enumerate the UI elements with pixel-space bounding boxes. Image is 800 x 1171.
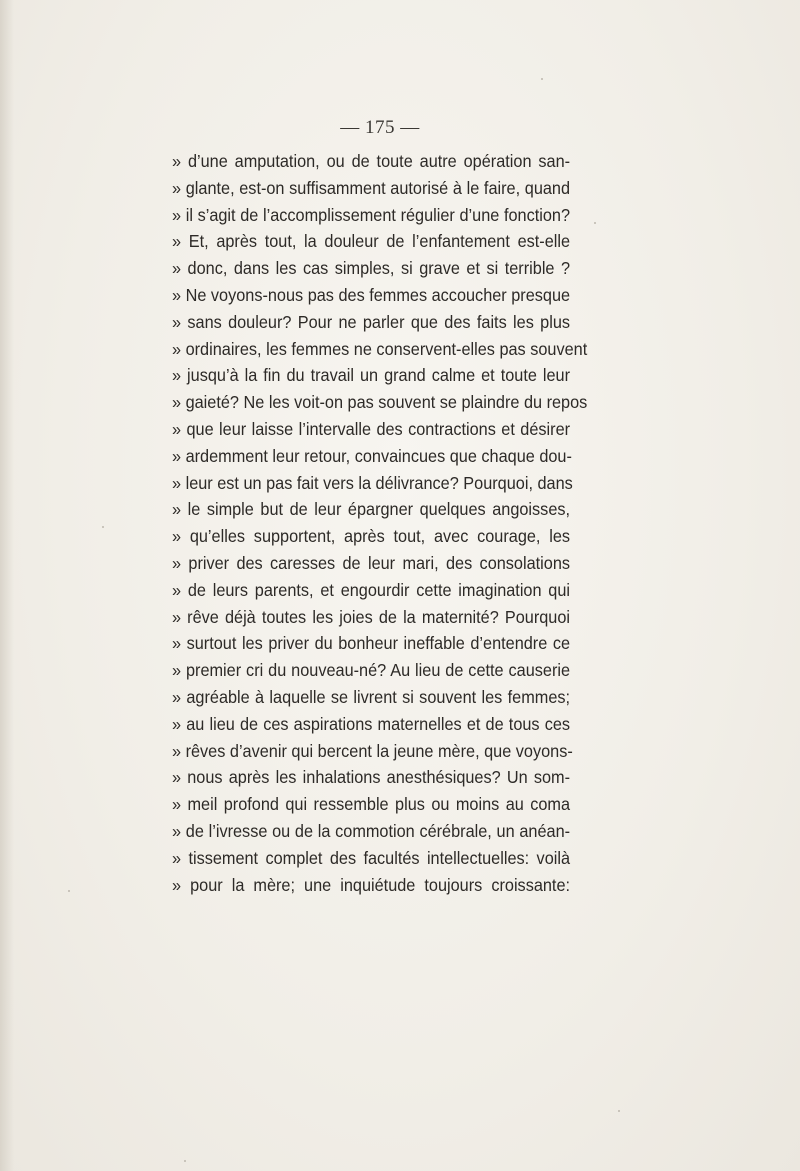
body-text — [172, 148, 588, 898]
text-line: » que leur laisse l’intervalle des contractions et désirer — [172, 418, 571, 439]
text-line: » de leurs parents, et engourdir cette imagination qui — [172, 579, 571, 600]
text-line: » nous après les inhalations anesthésiques? Un som- — [172, 767, 571, 788]
text-line: » de l’ivresse ou de la commotion cérébrale, un anéan- — [172, 820, 571, 841]
text-line: » tissement complet des facultés intellectuelles: voilà — [172, 847, 571, 868]
paper-speck — [618, 1110, 620, 1112]
paper-speck — [184, 1160, 186, 1162]
text-line: » gaieté? Ne les voit-on pas souvent se plaindre du repos — [172, 392, 588, 413]
text-line: » ordinaires, les femmes ne conservent-elles pas souvent — [172, 338, 588, 359]
paper-speck — [68, 890, 70, 892]
text-line: » priver des caresses de leur mari, des consolations — [172, 552, 571, 573]
text-line: » donc, dans les cas simples, si grave et si terrible ? — [172, 258, 571, 279]
page-number: — 175 — — [340, 117, 420, 138]
text-line: » Et, après tout, la douleur de l’enfantement est-elle — [172, 231, 571, 252]
text-line: » qu’elles supportent, après tout, avec courage, les — [172, 526, 571, 547]
paper-speck — [594, 222, 596, 224]
paper-speck — [541, 78, 543, 80]
text-line: » rêve déjà toutes les joies de la maternité? Pourquoi — [172, 606, 571, 627]
text-line: » meil profond qui ressemble plus ou moins au coma — [172, 794, 571, 815]
text-line: » sans douleur? Pour ne parler que des faits les plus — [172, 311, 571, 332]
text-line: » leur est un pas fait vers la délivrance? Pourquoi, dans — [172, 472, 573, 493]
text-line: » rêves d’avenir qui bercent la jeune mère, que voyons- — [172, 740, 573, 761]
text-line: » premier cri du nouveau-né? Au lieu de cette causerie — [172, 660, 571, 681]
text-line: » il s’agit de l’accomplissement régulier d’une fonction? — [172, 204, 571, 225]
text-line: » agréable à laquelle se livrent si souvent les femmes; — [172, 686, 571, 707]
text-line: » le simple but de leur épargner quelques angoisses, — [172, 499, 571, 520]
text-line: » d’une amputation, ou de toute autre opération san- — [172, 151, 571, 171]
text-line: » jusqu’à la fin du travail un grand calme et toute leur — [172, 365, 571, 386]
text-line: » ardemment leur retour, convaincues que chaque dou- — [172, 445, 572, 466]
paper-speck — [102, 526, 104, 528]
text-line: » au lieu de ces aspirations maternelles et de tous ces — [172, 713, 571, 734]
text-line: » pour la mère; une inquiétude toujours croissante: — [172, 874, 571, 895]
text-line: » glante, est-on suffisamment autorisé à le faire, quand — [172, 177, 571, 198]
text-line: » surtout les priver du bonheur ineffable d’entendre ce — [172, 633, 571, 654]
binding-shadow — [0, 0, 14, 1171]
text-line: » Ne voyons-nous pas des femmes accoucher presque — [172, 284, 571, 305]
